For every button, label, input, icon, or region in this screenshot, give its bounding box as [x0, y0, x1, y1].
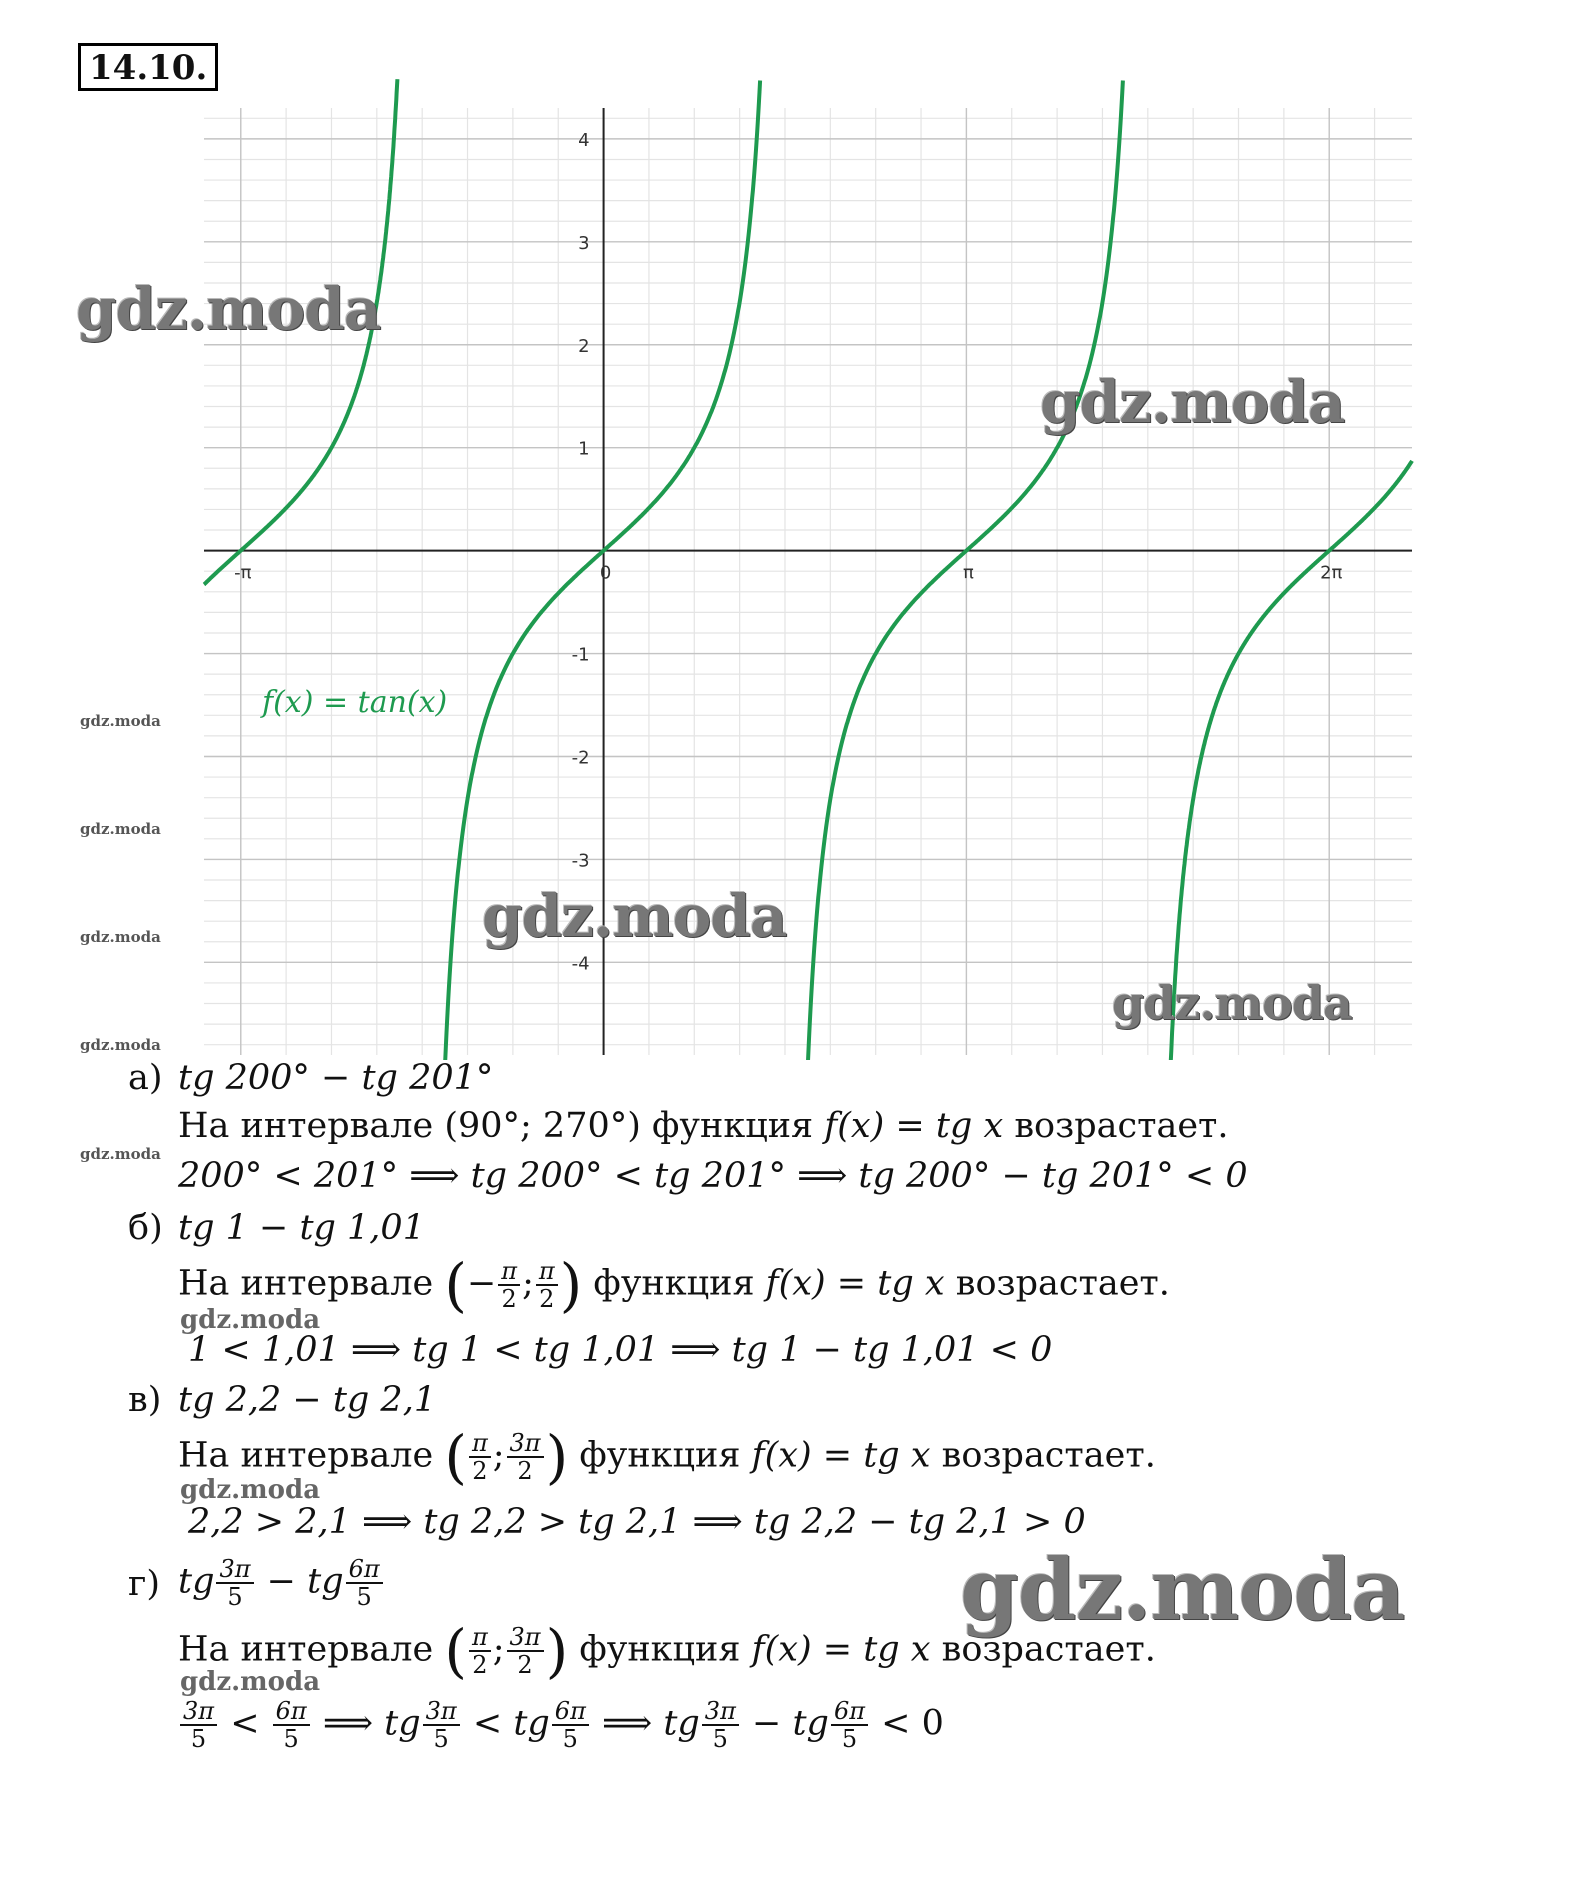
fraction: $\frac{6\pi}{5}$	[831, 1698, 868, 1752]
x-tick-label: 0	[599, 562, 612, 584]
part-g-conclusion: $\frac{3\pi}{5}$ < $\frac{6\pi}{5}$ ⟹ tg $\frac{3\pi}{5}$ < tg $\frac{6\pi}{5}$ ⟹ tg $\frac{3\pi}{5}$ − tg $\frac{6\pi}{5}$ < 0	[178, 1698, 944, 1752]
part-v-conclusion: 2,2 > 2,1 ⟹ tg 2,2 > tg 2,1 ⟹ tg 2,2 − tg 2,1 > 0	[188, 1502, 1086, 1542]
y-tick-label: -1	[571, 644, 590, 666]
x-tick-label: 2π	[1320, 562, 1343, 584]
part-g-verb: возрастает.	[941, 1629, 1156, 1670]
y-tick-label: 1	[578, 438, 590, 460]
part-g-expression: tg $\frac{3\pi}{5}$ − tg $\frac{6\pi}{5}$	[178, 1556, 385, 1610]
part-b-expression: tg 1 − tg 1,01	[178, 1208, 425, 1248]
part-b-label: б)	[128, 1208, 163, 1248]
function-label: f(x) = tan(x)	[262, 685, 448, 720]
part-b-minus: −	[466, 1263, 497, 1304]
part-v-intro: На интервале	[178, 1435, 434, 1476]
y-tick-label: -4	[571, 953, 590, 975]
watermark: gdz.moda	[80, 1036, 161, 1054]
y-tick-label: 3	[578, 232, 590, 254]
part-g-func-text: функция	[579, 1629, 741, 1670]
part-a-label: а)	[128, 1058, 163, 1098]
part-b-func-text: функция	[593, 1263, 755, 1304]
watermark: gdz.moda	[80, 928, 161, 946]
part-a-verb: возрастает.	[1014, 1106, 1229, 1146]
watermark: gdz.moda	[1112, 976, 1352, 1030]
watermark: gdz.moda	[76, 275, 381, 343]
problem-number: 14.10.	[78, 43, 218, 91]
part-v-expression: tg 2,2 − tg 2,1	[178, 1380, 437, 1420]
part-a-intro: На интервале	[178, 1106, 434, 1146]
part-b-verb: возрастает.	[955, 1263, 1170, 1304]
fraction: $\frac{3\pi}{5}$	[702, 1698, 739, 1752]
watermark: gdz.moda	[80, 1145, 161, 1163]
fraction: $\frac{\pi}{2}$	[469, 1430, 491, 1484]
fraction: $\frac{6\pi}{5}$	[346, 1556, 383, 1610]
part-a-conclusion: 200° < 201° ⟹ tg 200° < tg 201° ⟹ tg 200° − tg 201° < 0	[178, 1156, 1248, 1196]
watermark: gdz.moda	[180, 1667, 321, 1697]
part-b-conclusion: 1 < 1,01 ⟹ tg 1 < tg 1,01 ⟹ tg 1 − tg 1,01 < 0	[188, 1330, 1053, 1370]
fraction: $\frac{3\pi}{2}$	[507, 1624, 544, 1678]
part-v-interval-line: На интервале ( $\frac{\pi}{2}$ ; $\frac{3\pi}{2}$ ) функция f(x) = tg x возрастает.	[178, 1423, 1156, 1491]
watermark: gdz.moda	[960, 1540, 1405, 1639]
fraction: $\frac{3\pi}{5}$	[180, 1698, 217, 1752]
part-b-intro: На интервале	[178, 1263, 434, 1304]
fraction: $\frac{6\pi}{5}$	[273, 1698, 310, 1752]
y-tick-label: -2	[571, 747, 590, 769]
part-g-label: г)	[128, 1564, 160, 1604]
watermark: gdz.moda	[80, 712, 161, 730]
y-tick-label: 4	[578, 129, 590, 151]
part-a-interval: (90°; 270°)	[444, 1106, 641, 1146]
part-g-interval-line: На интервале ( $\frac{\pi}{2}$ ; $\frac{3\pi}{2}$ ) функция f(x) = tg x возрастает.	[178, 1617, 1156, 1685]
part-g-function: f(x) = tg x	[751, 1629, 931, 1670]
part-b-interval-line: На интервале (− $\frac{\pi}{2}$ ; $\frac{\pi}{2}$ ) функция f(x) = tg x возрастает.	[178, 1251, 1170, 1319]
y-tick-label: 2	[578, 335, 590, 357]
fraction: $\frac{3\pi}{2}$	[507, 1430, 544, 1484]
watermark: gdz.moda	[482, 882, 787, 950]
part-b-function: f(x) = tg x	[765, 1263, 945, 1304]
part-v-label: в)	[128, 1380, 162, 1420]
watermark: gdz.moda	[1040, 368, 1345, 436]
fraction: $\frac{\pi}{2}$	[469, 1624, 491, 1678]
watermark: gdz.moda	[180, 1475, 321, 1505]
part-a-expression: tg 200° − tg 201°	[178, 1058, 494, 1098]
x-tick-label: -π	[234, 562, 252, 584]
part-g-intro: На интервале	[178, 1629, 434, 1670]
part-v-verb: возрастает.	[941, 1435, 1156, 1476]
watermark: gdz.moda	[80, 820, 161, 838]
fraction: $\frac{\pi}{2}$	[536, 1258, 558, 1312]
part-v-function: f(x) = tg x	[751, 1435, 931, 1476]
part-a-interval-line	[178, 1104, 1229, 1148]
y-tick-label: -3	[571, 850, 590, 872]
fraction: $\frac{3\pi}{5}$	[423, 1698, 460, 1752]
fraction: $\frac{3\pi}{5}$	[216, 1556, 253, 1610]
fraction: $\frac{6\pi}{5}$	[552, 1698, 589, 1752]
x-tick-label: π	[962, 562, 974, 584]
part-a-function: f(x) = tg x	[824, 1106, 1004, 1146]
part-a-func-text: функция	[652, 1106, 814, 1146]
watermark: gdz.moda	[180, 1305, 321, 1335]
part-v-func-text: функция	[579, 1435, 741, 1476]
fraction: $\frac{\pi}{2}$	[498, 1258, 520, 1312]
